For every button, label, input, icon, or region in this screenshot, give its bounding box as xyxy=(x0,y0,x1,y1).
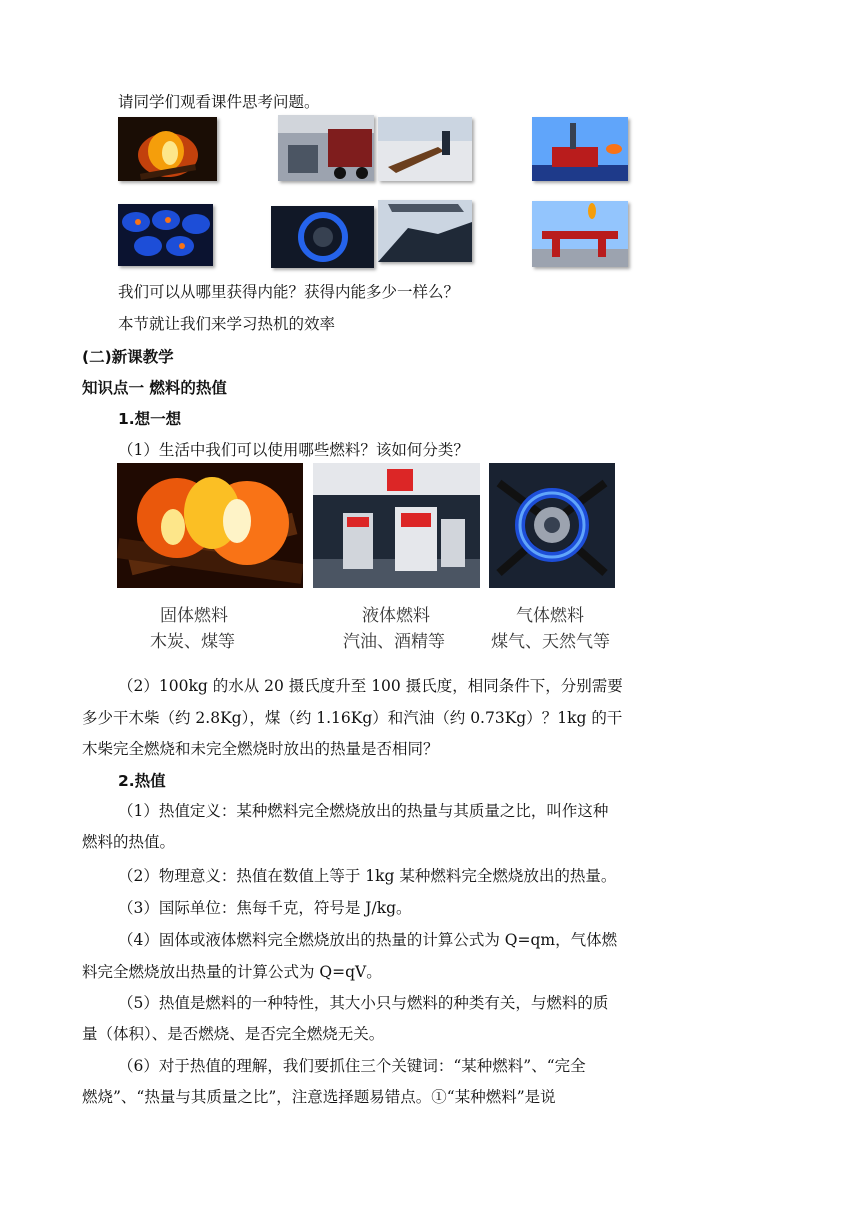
intro-lead: 本节就让我们来学习热机的效率 xyxy=(118,315,336,333)
gas-stove-photo xyxy=(489,463,615,588)
question-2-line-2: 多少干木柴（约 2.8Kg），煤（约 1.16Kg）和汽油（约 0.73Kg）？1kg 的干 xyxy=(82,709,623,727)
fuel-type-liquid: 液体燃料 xyxy=(362,606,430,626)
definition-line-2: 燃料的热值。 xyxy=(82,833,176,851)
coal-truck-photo xyxy=(278,115,374,181)
question-2-line-1: （2）100kg 的水从 20 摄氏度升至 100 摄氏度，相同条件下，分别需要 xyxy=(118,677,623,695)
intro-line: 请同学们观看课件思考问题。 xyxy=(118,93,320,111)
fuel-examples-solid: 木炭、煤等 xyxy=(150,632,235,652)
heat-value-title: 2.热值 xyxy=(118,772,166,790)
section-heading: (二)新课教学 xyxy=(82,348,174,366)
question-1: （1）生活中我们可以使用哪些燃料？该如何分类？ xyxy=(118,441,469,459)
charcoal-photo xyxy=(118,204,213,266)
formula-line-2: 料完全燃烧放出热量的计算公式为 Q=qV。 xyxy=(82,963,382,981)
fuel-type-gas: 气体燃料 xyxy=(516,606,584,626)
property-line-2: 量（体积）、是否燃烧、是否完全燃烧无关。 xyxy=(82,1025,385,1043)
understanding-line-2: 燃烧”、“热量与其质量之比”，注意选择题易错点。①“某种燃料”是说 xyxy=(82,1088,556,1106)
si-unit: （3）国际单位：焦每千克，符号是 J/kg。 xyxy=(118,899,412,917)
formula-line-1: （4）固体或液体燃料完全燃烧放出的热量的计算公式为 Q=qm，气体燃 xyxy=(118,931,618,949)
gas-burner-small-photo xyxy=(271,206,374,268)
intro-question: 我们可以从哪里获得内能？获得内能多少一样么？ xyxy=(118,283,460,301)
solid-fuel-photo xyxy=(117,463,303,588)
think-title: 1.想一想 xyxy=(118,410,182,428)
gas-station-photo xyxy=(313,463,480,588)
coal-pile-photo xyxy=(378,200,472,262)
knowledge-point-title: 知识点一 燃料的热值 xyxy=(82,379,227,397)
physical-meaning: （2）物理意义：热值在数值上等于 1kg 某种燃料完全燃烧放出的热量。 xyxy=(118,867,617,885)
gas-pipeline-photo xyxy=(532,201,628,267)
fuel-type-solid: 固体燃料 xyxy=(160,606,228,626)
understanding-line-1: （6）对于热值的理解，我们要抓住三个关键词：“某种燃料”、“完全 xyxy=(118,1057,586,1075)
definition-line-1: （1）热值定义：某种燃料完全燃烧放出的热量与其质量之比，叫作这种 xyxy=(118,802,609,820)
campfire-photo xyxy=(118,117,217,181)
oil-platform-photo xyxy=(532,117,628,181)
property-line-1: （5）热值是燃料的一种特性，其大小只与燃料的种类有关，与燃料的质 xyxy=(118,994,609,1012)
question-2-line-3: 木柴完全燃烧和未完全燃烧时放出的热量是否相同？ xyxy=(82,740,439,758)
firewood-snow-photo xyxy=(378,117,472,181)
fuel-examples-liquid: 汽油、酒精等 xyxy=(343,632,445,652)
fuel-examples-gas: 煤气、天然气等 xyxy=(491,632,610,652)
